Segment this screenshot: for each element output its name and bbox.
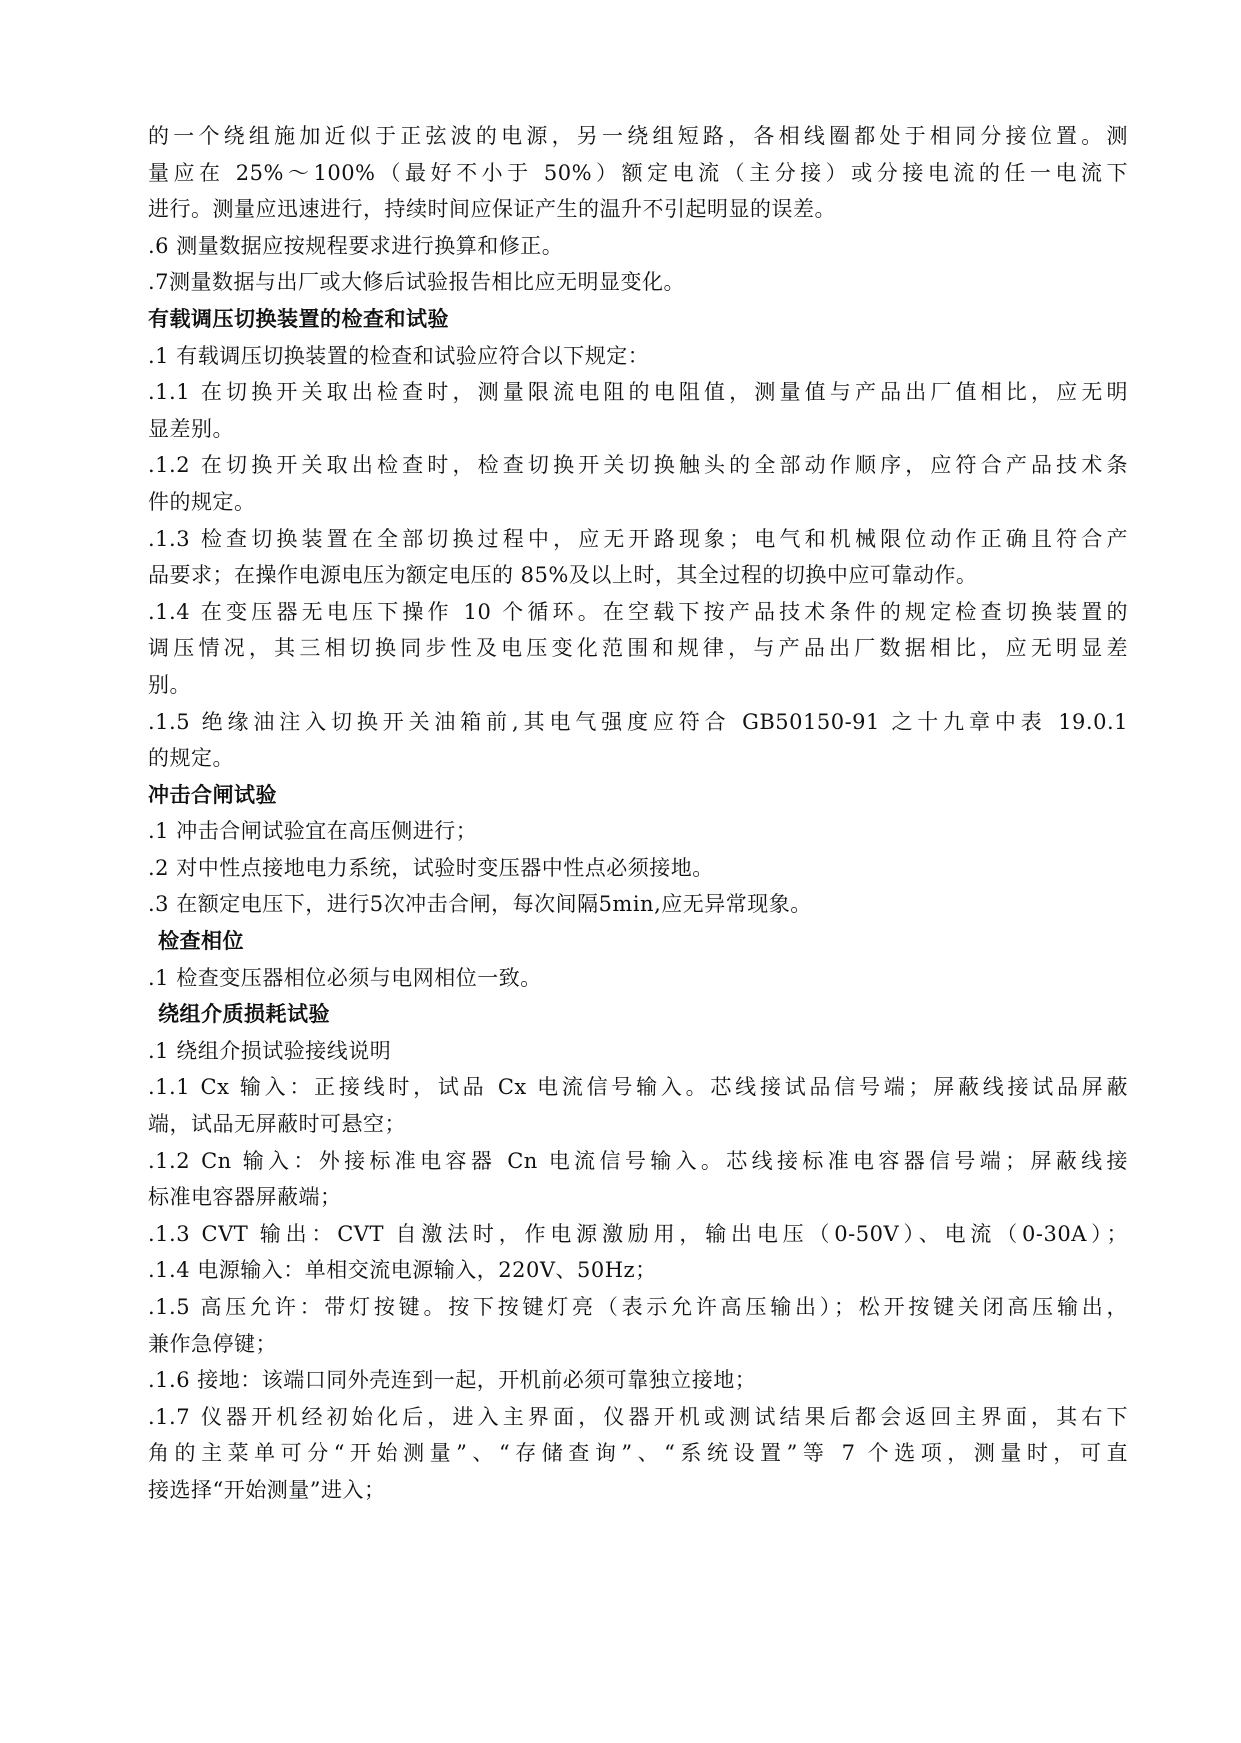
body-text-line: .3 在额定电压下，进行5次冲击合闸，每次间隔5min,应无异常现象。 xyxy=(148,892,812,917)
body-text-line: .7测量数据与出厂或大修后试验报告相比应无明显变化。 xyxy=(148,270,686,295)
body-text-line: 角的主菜单可分“开始测量”、“存储查询”、“系统设置”等 7 个选项，测量时，可直 xyxy=(148,1441,1128,1466)
body-text-line: 的一个绕组施加近似于正弦波的电源，另一绕组短路，各相线圈都处于相同分接位置。测 xyxy=(148,124,1128,148)
body-text-line: 件的规定。 xyxy=(148,489,256,514)
body-text-line: .1.3 检查切换装置在全部切换过程中，应无开路现象；电气和机械限位动作正确且符合产 xyxy=(148,526,1128,551)
body-text-line: .1 绕组介损试验接线说明 xyxy=(148,1038,392,1063)
body-text-line: .6 测量数据应按规程要求进行换算和修正。 xyxy=(148,233,564,258)
body-text-line: .1.2 在切换开关取出检查时，检查切换开关切换触头的全部动作顺序，应符合产品技术条 xyxy=(148,453,1128,478)
body-text-line: .1.4 电源输入：单相交流电源输入，220V、50Hz； xyxy=(148,1258,657,1283)
body-text-line: .1.1 在切换开关取出检查时，测量限流电阻的电阻值，测量值与产品出厂值相比，应无明 xyxy=(148,380,1128,405)
body-text-line: 调压情况，其三相切换同步性及电压变化范围和规律，与产品出厂数据相比，应无明显差 xyxy=(148,636,1128,661)
section-heading: 绕组介质损耗试验 xyxy=(158,1002,330,1027)
body-text-line: 端，试品无屏蔽时可悬空； xyxy=(148,1112,406,1137)
section-heading: 有载调压切换装置的检查和试验 xyxy=(148,306,449,331)
body-text-line: .2 对中性点接地电力系统，试验时变压器中性点必须接地。 xyxy=(148,855,714,880)
body-text-line: .1.1 Cx 输入：正接线时，试品 Cx 电流信号输入。芯线接试品信号端；屏蔽线接试品屏蔽 xyxy=(148,1075,1128,1100)
body-text-line: 的规定。 xyxy=(148,746,234,771)
body-text-line: .1.5 绝缘油注入切换开关油箱前,其电气强度应符合 GB50150-91 之十九章中表 19.0.1 xyxy=(148,709,1128,734)
section-heading: 检查相位 xyxy=(158,929,244,954)
body-text-line: .1.5 高压允许：带灯按键。按下按键灯亮（表示允许高压输出）；松开按键关闭高压输出， xyxy=(148,1295,1128,1319)
body-text-line: 接选择“开始测量”进入； xyxy=(148,1477,386,1502)
body-text-line: .1 有载调压切换装置的检查和试验应符合以下规定： xyxy=(148,343,650,368)
body-text-line: .1.3 CVT 输出：CVT 自激法时，作电源激励用，输出电压（0-50V）、电流（0-30A）； xyxy=(148,1221,1128,1246)
body-text-line: .1.4 在变压器无电压下操作 10 个循环。在空载下按产品技术条件的规定检查切换装置的 xyxy=(148,599,1128,624)
body-text-line: 显差别。 xyxy=(148,416,234,441)
body-text-line: 兼作急停键； xyxy=(148,1331,277,1356)
body-text-line: 量应在 25%～100%（最好不小于 50%）额定电流（主分接）或分接电流的任一电流下 xyxy=(148,160,1128,185)
body-text-line: .1 冲击合闸试验宜在高压侧进行； xyxy=(148,819,478,844)
body-text-line: 别。 xyxy=(148,672,191,697)
body-text-line: .1.2 Cn 输入：外接标准电容器 Cn 电流信号输入。芯线接标准电容器信号端；屏蔽线接 xyxy=(148,1148,1128,1173)
body-text-line: .1 检查变压器相位必须与电网相位一致。 xyxy=(148,965,542,990)
body-text-line: .1.6 接地：该端口同外壳连到一起，开机前必须可靠独立接地； xyxy=(148,1368,757,1393)
body-text-line: 进行。测量应迅速进行，持续时间应保证产生的温升不引起明显的误差。 xyxy=(148,197,836,222)
section-heading: 冲击合闸试验 xyxy=(148,782,277,807)
body-text-line: 标准电容器屏蔽端； xyxy=(148,1185,342,1210)
document-page xyxy=(148,118,1128,1509)
body-text-line: .1.7 仪器开机经初始化后，进入主界面，仪器开机或测试结果后都会返回主界面，其右下 xyxy=(148,1404,1128,1429)
body-text-line: 品要求；在操作电源电压为额定电压的 85%及以上时，其全过程的切换中应可靠动作。 xyxy=(148,563,978,588)
